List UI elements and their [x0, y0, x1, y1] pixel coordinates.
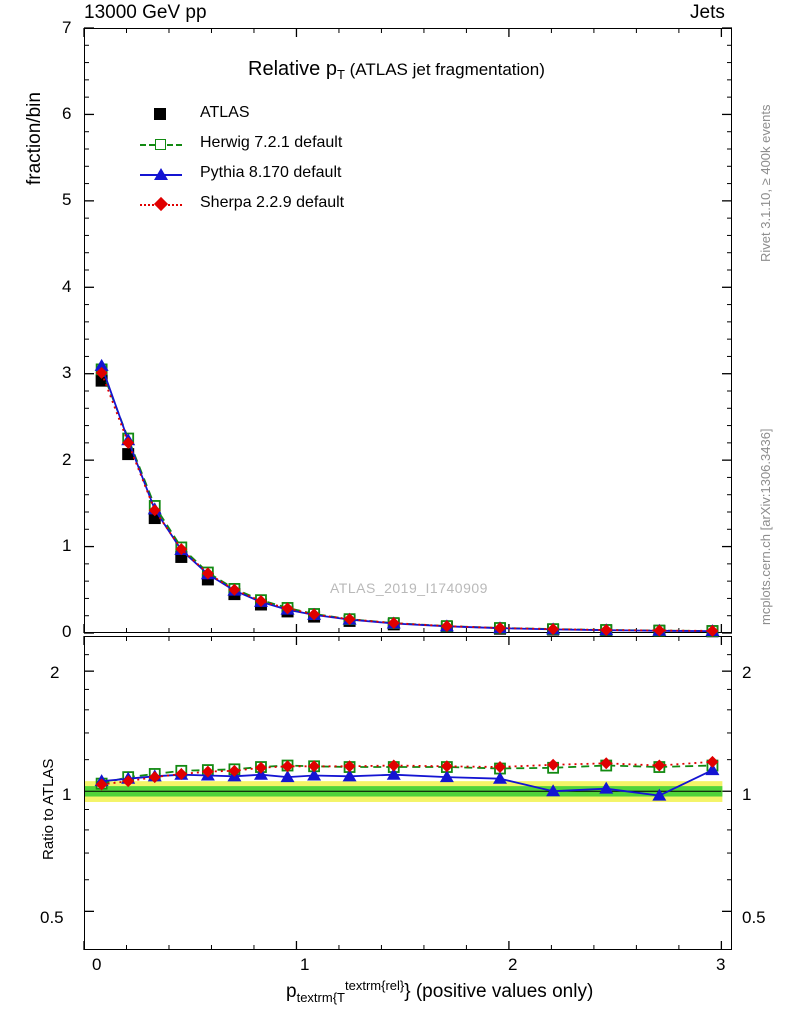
main-ytick-2: 2: [62, 450, 72, 469]
legend-label-3: Sherpa 2.2.9 default: [200, 194, 345, 211]
header-right: Jets: [690, 2, 725, 23]
main-title-text: Relative p: [248, 58, 337, 80]
main-ytick-4: 4: [62, 277, 72, 296]
main-ytick-1: 1: [62, 536, 72, 555]
ratio-ytick-2: 2: [50, 663, 60, 682]
main-ytick-6: 6: [62, 104, 72, 123]
xtick-3: 3: [716, 955, 726, 974]
legend-label-1: Herwig 7.2.1 default: [200, 134, 343, 151]
main-ytick-7: 7: [62, 18, 72, 37]
ratio-ytick-right-2: 2: [742, 663, 752, 682]
main-ylabel: fraction/bin: [24, 92, 45, 185]
ratio-ytick-right-05: 0.5: [742, 908, 766, 927]
ratio-ytick-05: 0.5: [40, 908, 64, 927]
xtick-1: 1: [300, 955, 310, 974]
xaxis-label-sub: textrm{T: [296, 990, 345, 1005]
arxiv-credit: mcplots.cern.ch [arXiv:1306.3436]: [758, 428, 773, 625]
xaxis-label-tail: } (positive values only): [404, 981, 594, 1002]
main-ytick-3: 3: [62, 363, 72, 382]
xaxis-label-sup: textrm{rel}: [344, 978, 405, 993]
xaxis-label-base: p: [286, 981, 297, 1002]
main-title-subscript: T: [336, 67, 345, 82]
xtick-2: 2: [508, 955, 518, 974]
main-ytick-5: 5: [62, 190, 72, 209]
analysis-watermark: ATLAS_2019_I1740909: [330, 580, 488, 596]
legend-label-2: Pythia 8.170 default: [200, 164, 342, 181]
main-title-rest: (ATLAS jet fragmentation): [344, 60, 545, 79]
header-left: 13000 GeV pp: [84, 2, 207, 23]
ratio-ytick-1: 1: [62, 785, 72, 804]
xtick-0: 0: [92, 955, 102, 974]
rivet-credit: Rivet 3.1.10, ≥ 400k events: [758, 104, 773, 262]
ratio-ylabel: Ratio to ATLAS: [40, 758, 57, 860]
ratio-ytick-right-1: 1: [742, 785, 752, 804]
main-ytick-0: 0: [62, 622, 72, 641]
legend-label-0: ATLAS: [200, 104, 250, 121]
